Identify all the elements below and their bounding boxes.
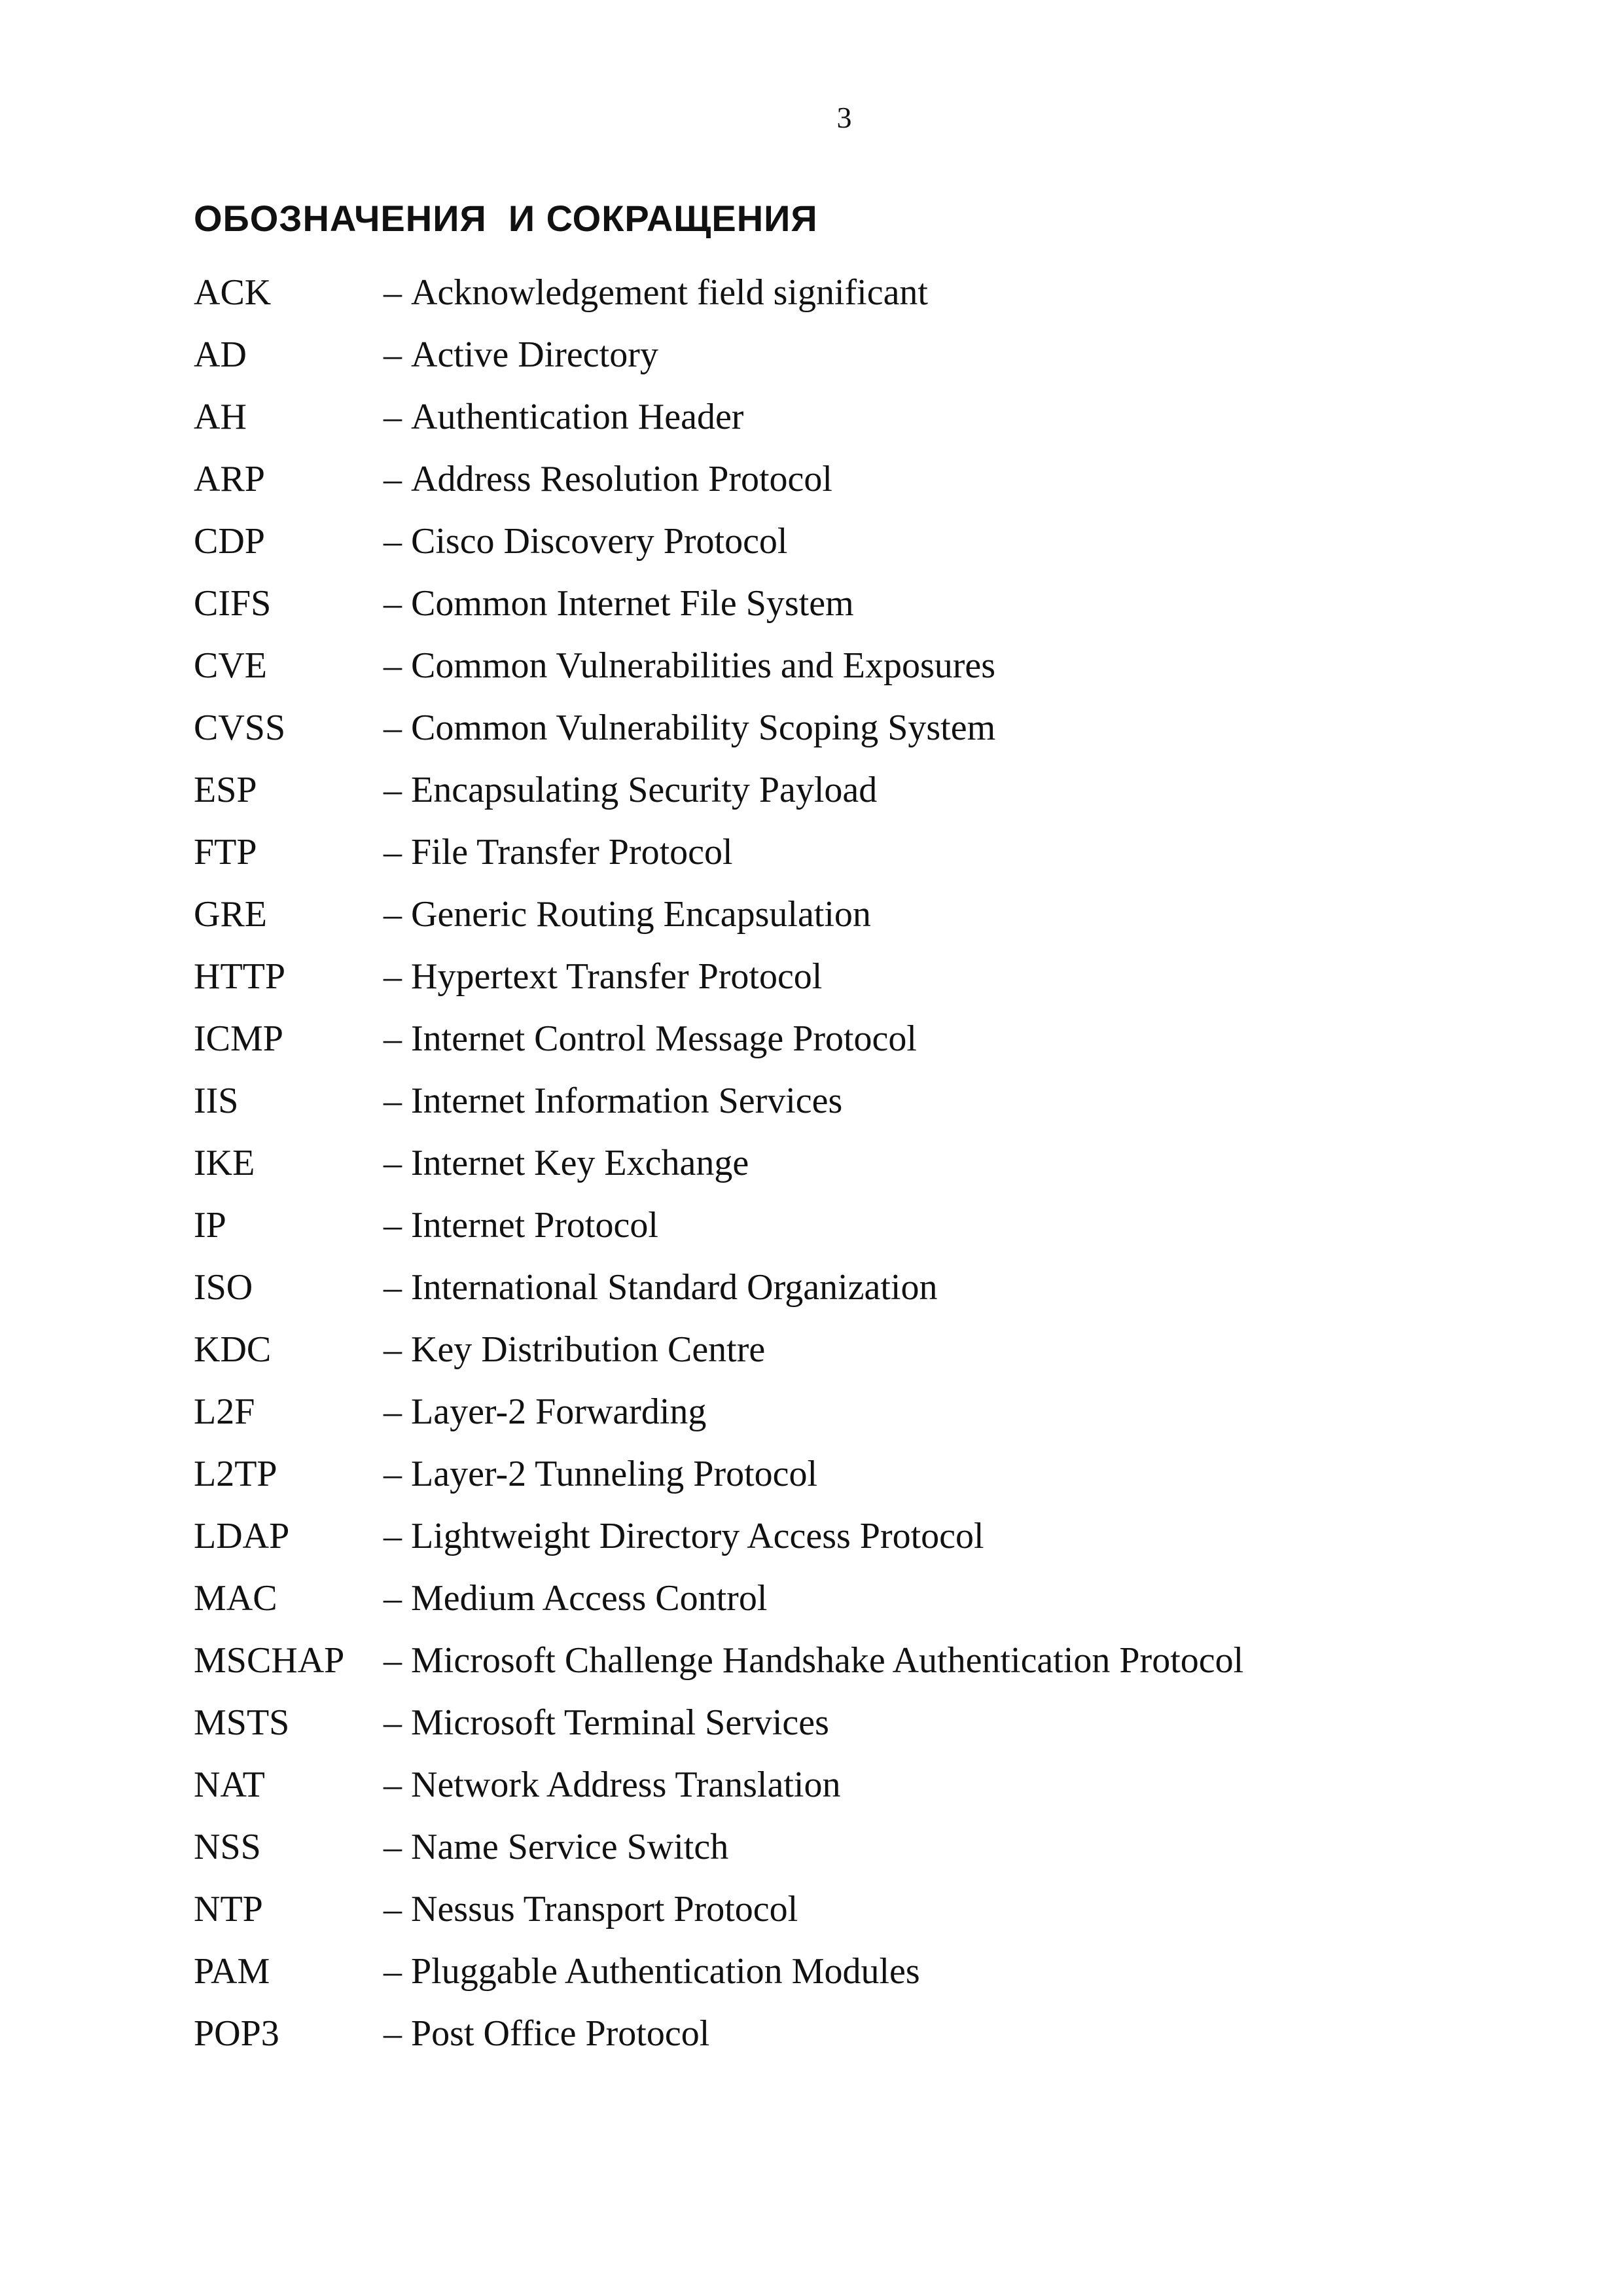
abbreviation-expansion: Key Distribution Centre [411, 1329, 766, 1370]
abbreviation-expansion: Medium Access Control [411, 1577, 768, 1619]
dash-separator: – [383, 769, 402, 810]
dash-separator: – [383, 707, 402, 748]
list-item [194, 821, 1503, 883]
list-item [194, 386, 1503, 448]
abbreviation-expansion: Common Vulnerability Scoping System [411, 707, 996, 748]
abbreviation-term: FTP [194, 831, 257, 872]
abbreviation-term: ISO [194, 1266, 253, 1308]
abbreviation-expansion: Internet Control Message Protocol [411, 1018, 917, 1059]
abbreviation-term: CDP [194, 520, 265, 562]
list-item [194, 1007, 1503, 1069]
abbreviation-expansion: Network Address Translation [411, 1764, 841, 1805]
abbreviation-term: MAC [194, 1577, 277, 1619]
abbreviation-expansion: File Transfer Protocol [411, 831, 733, 872]
dash-separator: – [383, 1080, 402, 1121]
abbreviation-expansion: Hypertext Transfer Protocol [411, 956, 823, 997]
abbreviation-expansion: Encapsulating Security Payload [411, 769, 878, 810]
abbreviation-term: NSS [194, 1826, 261, 1867]
abbreviation-term: L2F [194, 1391, 255, 1432]
dash-separator: – [383, 1142, 402, 1183]
dash-separator: – [383, 645, 402, 686]
abbreviation-term: IKE [194, 1142, 255, 1183]
abbreviation-term: CIFS [194, 583, 272, 624]
dash-separator: – [383, 1764, 402, 1805]
list-item [194, 1567, 1503, 1629]
dash-separator: – [383, 2013, 402, 2054]
list-item [194, 759, 1503, 821]
list-item [194, 1505, 1503, 1567]
list-item [194, 1691, 1503, 1753]
abbreviation-term: L2TP [194, 1453, 277, 1494]
list-item [194, 696, 1503, 759]
list-item [194, 1194, 1503, 1256]
list-item [194, 1318, 1503, 1380]
abbreviation-expansion: Pluggable Authentication Modules [411, 1950, 920, 1992]
abbreviation-expansion: Common Vulnerabilities and Exposures [411, 645, 996, 686]
abbreviation-expansion: Nessus Transport Protocol [411, 1888, 798, 1929]
abbreviation-term: MSTS [194, 1702, 290, 1743]
abbreviation-term: ARP [194, 458, 265, 499]
list-item [194, 1256, 1503, 1318]
abbreviation-term: HTTP [194, 956, 285, 997]
list-item [194, 510, 1503, 572]
dash-separator: – [383, 1391, 402, 1432]
list-item [194, 323, 1503, 386]
abbreviation-expansion: Address Resolution Protocol [411, 458, 832, 499]
dash-separator: – [383, 1950, 402, 1992]
dash-separator: – [383, 520, 402, 562]
dash-separator: – [383, 1888, 402, 1929]
abbreviation-expansion: Layer-2 Forwarding [411, 1391, 707, 1432]
abbreviation-term: IP [194, 1204, 226, 1246]
abbreviation-term: ACK [194, 272, 272, 313]
list-item [194, 1380, 1503, 1443]
abbreviation-term: GRE [194, 893, 267, 935]
abbreviation-expansion: International Standard Organization [411, 1266, 938, 1308]
page-title: ОБОЗНАЧЕНИЯ И СОКРАЩЕНИЯ [194, 198, 818, 239]
dash-separator: – [383, 1826, 402, 1867]
dash-separator: – [383, 1018, 402, 1059]
abbreviation-list [194, 261, 1503, 2064]
list-item [194, 572, 1503, 634]
dash-separator: – [383, 1266, 402, 1308]
list-item [194, 1069, 1503, 1132]
abbreviation-expansion: Common Internet File System [411, 583, 854, 624]
dash-separator: – [383, 272, 402, 313]
abbreviation-expansion: Name Service Switch [411, 1826, 729, 1867]
abbreviation-term: CVSS [194, 707, 286, 748]
abbreviation-expansion: Cisco Discovery Protocol [411, 520, 788, 562]
list-item [194, 1132, 1503, 1194]
list-item [194, 448, 1503, 510]
abbreviation-expansion: Post Office Protocol [411, 2013, 710, 2054]
abbreviation-term: NTP [194, 1888, 263, 1929]
list-item [194, 883, 1503, 945]
page-number: 3 [836, 101, 852, 134]
abbreviation-term: POP3 [194, 2013, 279, 2054]
abbreviation-term: NAT [194, 1764, 265, 1805]
abbreviation-expansion: Microsoft Terminal Services [411, 1702, 829, 1743]
dash-separator: – [383, 956, 402, 997]
abbreviation-term: CVE [194, 645, 267, 686]
abbreviation-term: LDAP [194, 1515, 290, 1556]
abbreviation-term: PAM [194, 1950, 270, 1992]
abbreviation-expansion: Internet Protocol [411, 1204, 658, 1246]
list-item [194, 1443, 1503, 1505]
abbreviation-term: MSCHAP [194, 1640, 345, 1681]
abbreviation-expansion: Layer-2 Tunneling Protocol [411, 1453, 818, 1494]
list-item [194, 1629, 1503, 1691]
dash-separator: – [383, 1640, 402, 1681]
abbreviation-expansion: Active Directory [411, 334, 658, 375]
dash-separator: – [383, 1515, 402, 1556]
list-item [194, 1878, 1503, 1940]
abbreviation-expansion: Internet Information Services [411, 1080, 843, 1121]
abbreviation-term: ESP [194, 769, 257, 810]
dash-separator: – [383, 1204, 402, 1246]
list-item [194, 945, 1503, 1007]
abbreviation-expansion: Acknowledgement field significant [411, 272, 928, 313]
dash-separator: – [383, 583, 402, 624]
abbreviation-term: AH [194, 396, 247, 437]
abbreviation-term: IIS [194, 1080, 239, 1121]
dash-separator: – [383, 396, 402, 437]
abbreviation-expansion: Microsoft Challenge Handshake Authentication Protocol [411, 1640, 1244, 1681]
dash-separator: – [383, 831, 402, 872]
list-item [194, 1940, 1503, 2002]
dash-separator: – [383, 893, 402, 935]
dash-separator: – [383, 458, 402, 499]
dash-separator: – [383, 1329, 402, 1370]
abbreviation-term: ICMP [194, 1018, 283, 1059]
list-item [194, 1816, 1503, 1878]
list-item [194, 1753, 1503, 1816]
dash-separator: – [383, 1577, 402, 1619]
dash-separator: – [383, 1453, 402, 1494]
list-item [194, 2002, 1503, 2064]
abbreviation-term: KDC [194, 1329, 272, 1370]
abbreviation-expansion: Lightweight Directory Access Protocol [411, 1515, 984, 1556]
abbreviation-expansion: Generic Routing Encapsulation [411, 893, 871, 935]
abbreviation-expansion: Authentication Header [411, 396, 744, 437]
dash-separator: – [383, 1702, 402, 1743]
dash-separator: – [383, 334, 402, 375]
abbreviation-expansion: Internet Key Exchange [411, 1142, 749, 1183]
list-item [194, 261, 1503, 323]
list-item [194, 634, 1503, 696]
abbreviation-term: AD [194, 334, 247, 375]
